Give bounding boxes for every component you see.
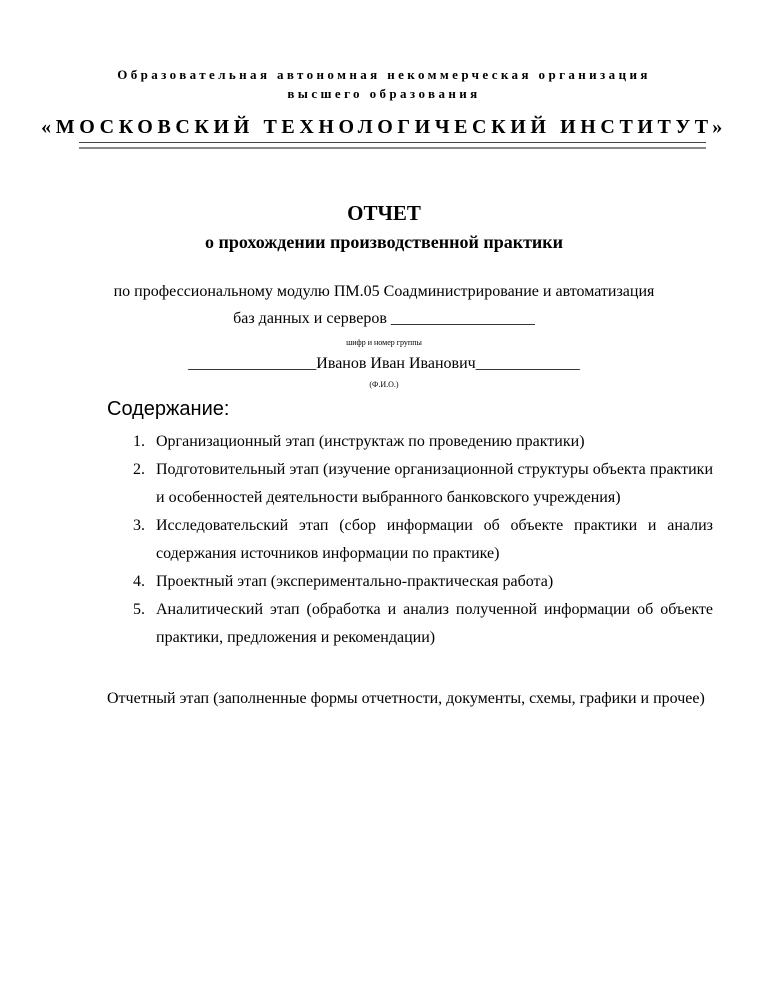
fio-caption: (Ф.И.О.) [369, 380, 399, 389]
institute-name: «МОСКОВСКИЙ ТЕХНОЛОГИЧЕСКИЙ ИНСТИТУТ» [41, 116, 727, 138]
list-item-number: 1. [133, 433, 145, 450]
list-item-number: 5. [133, 601, 145, 618]
organization-line-1: Образовательная автономная некоммерческая организация [117, 67, 651, 82]
list-item [133, 456, 713, 512]
list-item-text: Проектный этап (экспериментально-практическая работа) [156, 573, 554, 590]
list-item-text: Аналитический этап (обработка и анализ полученной информации об объекте практики, предложения и рекомендации) [156, 601, 713, 646]
list-item [133, 512, 713, 568]
organization-line-2: высшего образования [287, 86, 481, 101]
student-name-line: ________________Иванов Иван Иванович_____________ [188, 355, 580, 372]
list-item-text: Подготовительный этап (изучение организационной структуры объекта практики и особенностей деятельности выбранного банковского учреждения) [156, 461, 713, 506]
report-subtitle: о прохождении производственной практики [204, 232, 564, 252]
list-item-number: 4. [133, 573, 145, 590]
header-divider [79, 142, 706, 149]
list-item-text: Исследовательский этап (сбор информации об объекте практики и анализ содержания источников информации по практике) [156, 517, 713, 562]
report-title: ОТЧЕТ [347, 201, 421, 225]
module-line-1: по профессиональному модулю ПМ.05 Соадминистрирование и автоматизация [113, 283, 655, 300]
closing-paragraph: Отчетный этап (заполненные формы отчетности, документы, схемы, графики и прочее) [107, 690, 705, 707]
contents-list [133, 428, 713, 652]
module-line-2: баз данных и серверов __________________ [233, 310, 535, 327]
group-caption: шифр и номер группы [346, 338, 422, 347]
contents-heading: Содержание: [107, 398, 230, 420]
list-item [133, 428, 713, 456]
list-item-text: Организационный этап (инструктаж по проведению практики) [156, 433, 585, 450]
list-item [133, 596, 713, 652]
list-item [133, 568, 713, 596]
list-item-number: 3. [133, 517, 145, 534]
list-item-number: 2. [133, 461, 145, 478]
